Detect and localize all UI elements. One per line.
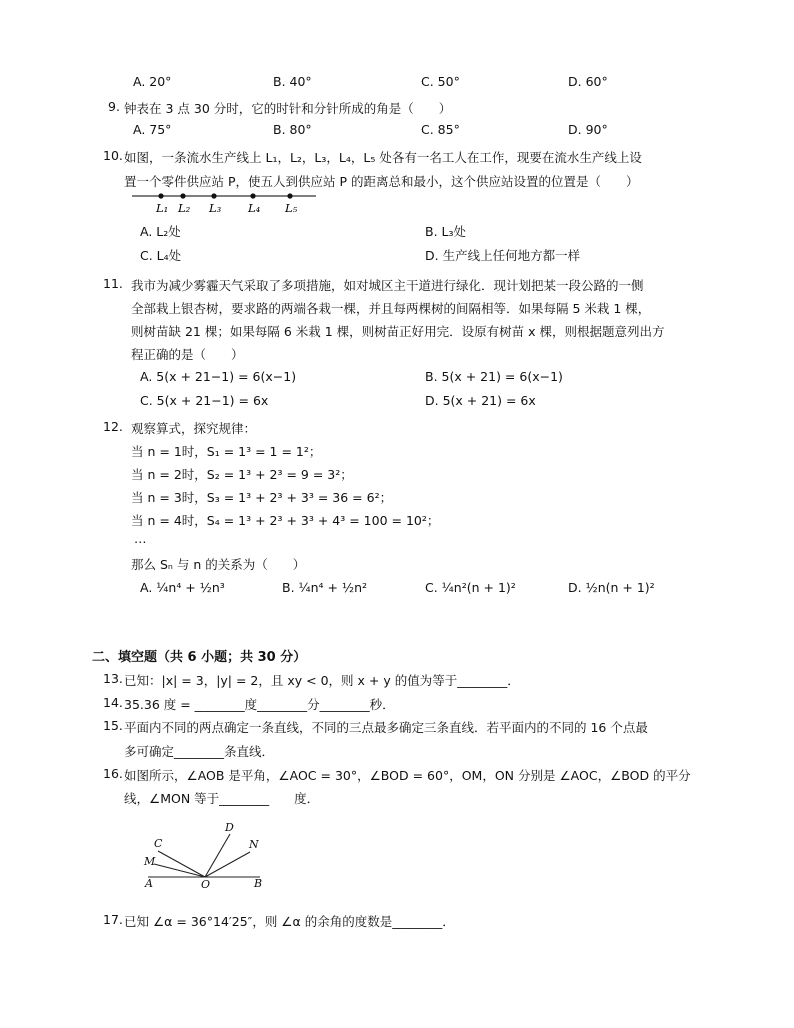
- q14-number: 14.: [103, 695, 123, 710]
- q9-option-d: D. 90°: [568, 122, 608, 137]
- q10-line-1: 如图，一条流水生产线上 L₁，L₂，L₃，L₄，L₅ 处各有一名工人在工作，现要在流水生产线上设: [124, 150, 642, 165]
- q12-option-d: D. ½n(n + 1)²: [568, 580, 655, 595]
- label-l4: L₄: [248, 201, 261, 215]
- q11-number: 11.: [103, 276, 123, 291]
- q10-number: 10.: [103, 148, 123, 163]
- q11-option-b: B. 5(x + 21) = 6(x−1): [425, 369, 563, 384]
- q12-question: 那么 Sₙ 与 n 的关系为（ ）: [131, 557, 306, 572]
- q9-option-c: C. 85°: [421, 122, 460, 137]
- ray-oc: [158, 851, 205, 877]
- q11-line-2: 全部栽上银杏树，要求路的两端各栽一棵，并且每两棵树的间隔相等．如果每隔 5 米栽 1 棵，: [131, 301, 651, 316]
- ray-om: [154, 864, 205, 877]
- q17-text: 已知 ∠α = 36°14′25″，则 ∠α 的余角的度数是________．: [124, 914, 455, 929]
- q9-text: 钟表在 3 点 30 分时，它的时针和分针所成的角是（ ）: [124, 101, 452, 116]
- q14-text: 35.36 度 = ________度________分________秒．: [124, 697, 395, 712]
- label-l3: L₃: [209, 201, 222, 215]
- q11-line-1: 我市为减少雾霾天气采取了多项措施，如对城区主干道进行绿化．现计划把某一段公路的一侧: [131, 278, 644, 293]
- section-title: 二、填空题（共 6 小题；共 30 分）: [92, 650, 307, 665]
- q12-intro: 观察算式，探究规律：: [131, 421, 257, 436]
- q11-option-a: A. 5(x + 21−1) = 6(x−1): [140, 369, 297, 384]
- q17-number: 17.: [103, 912, 123, 927]
- q10-option-b: B. L₃处: [425, 224, 466, 239]
- q9-number: 9.: [108, 99, 120, 114]
- label-l2: L₂: [178, 201, 191, 215]
- label-l5: L₅: [285, 201, 298, 215]
- q8-option-c: C. 50°: [421, 74, 460, 89]
- q11-option-c: C. 5(x + 21−1) = 6x: [140, 393, 269, 408]
- worker-dot-3: [211, 193, 216, 198]
- label-l1: L₁: [156, 201, 169, 215]
- q16-line-2: 线，∠MON 等于________ 度．: [124, 791, 320, 806]
- q15-number: 15.: [103, 718, 123, 733]
- q8-option-b: B. 40°: [273, 74, 312, 89]
- q12-row-2: 当 n = 2时，S₂ = 1³ + 2³ = 9 = 3²；: [131, 467, 353, 482]
- q10-line-2: 置一个零件供应站 P，使五人到供应站 P 的距离总和最小，这个供应站设置的位置是（ ）: [124, 174, 639, 189]
- point-o-label: O: [201, 878, 211, 891]
- q8-option-a: A. 20°: [133, 74, 172, 89]
- q12-option-b: B. ¼n⁴ + ½n²: [282, 580, 368, 595]
- point-b-label: B: [254, 877, 263, 890]
- q11-line-3: 则树苗缺 21 棵；如果每隔 6 米栽 1 棵，则树苗正好用完．设原有树苗 x 棵，则根据题意列出方: [131, 324, 665, 339]
- point-c-label: C: [154, 837, 163, 850]
- production-line-figure: [130, 190, 330, 218]
- q12-option-a: A. ¼n⁴ + ½n³: [140, 580, 225, 595]
- q12-number: 12.: [103, 419, 123, 434]
- q12-ellipsis: …: [134, 531, 147, 546]
- worker-dot-5: [287, 193, 292, 198]
- q11-line-4: 程正确的是（ ）: [131, 347, 244, 362]
- q10-option-a: A. L₂处: [140, 224, 181, 239]
- q9-option-a: A. 75°: [133, 122, 172, 137]
- q12-option-c: C. ¼n²(n + 1)²: [425, 580, 516, 595]
- q11-option-d: D. 5(x + 21) = 6x: [425, 393, 536, 408]
- q12-row-4: 当 n = 4时，S₄ = 1³ + 2³ + 3³ + 4³ = 100 = 10²；: [131, 513, 440, 528]
- q10-option-c: C. L₄处: [140, 248, 182, 263]
- q12-row-3: 当 n = 3时，S₃ = 1³ + 2³ + 3³ = 36 = 6²；: [131, 490, 393, 505]
- angle-figure: [138, 818, 278, 894]
- point-m-label: M: [144, 855, 156, 868]
- q12-row-1: 当 n = 1时，S₁ = 1³ = 1 = 1²；: [131, 444, 322, 459]
- q10-option-d: D. 生产线上任何地方都一样: [425, 248, 581, 263]
- q13-text: 已知：|x| = 3，|y| = 2，且 xy < 0，则 x + y 的值为等于________．: [124, 673, 520, 688]
- q16-line-1: 如图所示，∠AOB 是平角，∠AOC = 30°，∠BOD = 60°，OM，ON 分别是 ∠AOC，∠BOD 的平分: [124, 768, 691, 783]
- point-d-label: D: [225, 821, 234, 834]
- worker-dot-1: [158, 193, 163, 198]
- q15-line-1: 平面内不同的两点确定一条直线，不同的三点最多确定三条直线．若平面内的不同的 16 个点最: [124, 720, 648, 735]
- q9-option-b: B. 80°: [273, 122, 312, 137]
- q13-number: 13.: [103, 671, 123, 686]
- point-a-label: A: [145, 877, 153, 890]
- q16-number: 16.: [103, 766, 123, 781]
- worker-dot-4: [250, 193, 255, 198]
- q8-option-d: D. 60°: [568, 74, 608, 89]
- point-n-label: N: [249, 838, 259, 851]
- q15-line-2: 多可确定________条直线．: [124, 744, 275, 759]
- worker-dot-2: [180, 193, 185, 198]
